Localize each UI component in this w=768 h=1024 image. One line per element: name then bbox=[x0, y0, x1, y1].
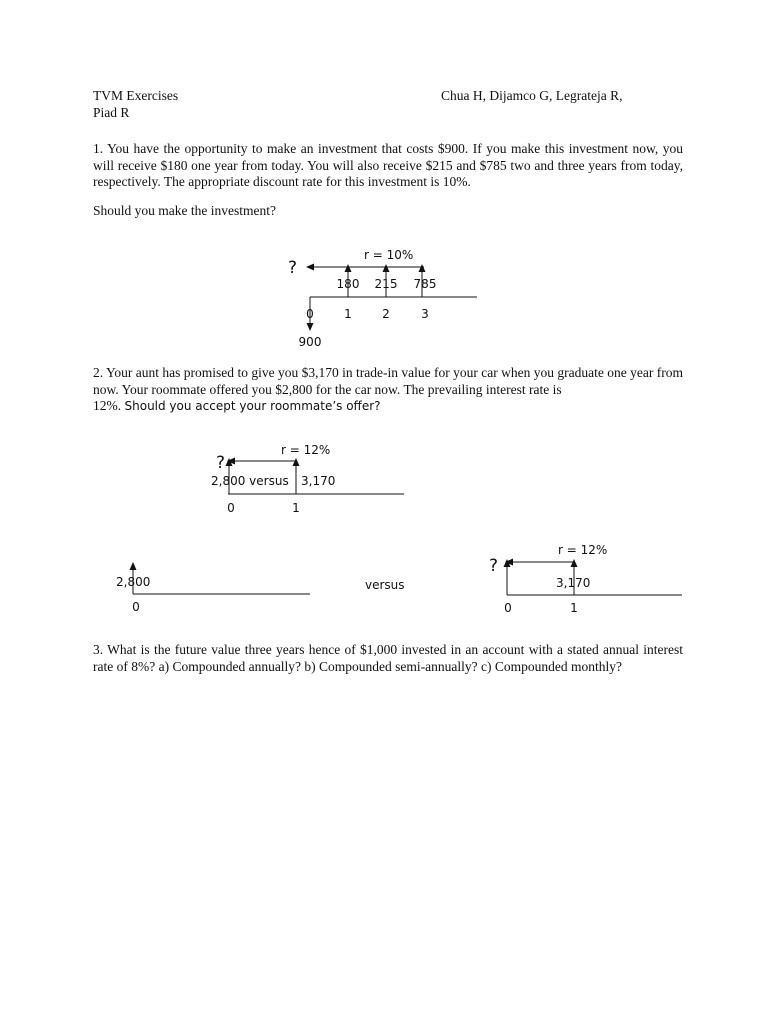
period-label: 0 bbox=[306, 307, 314, 321]
authors: Chua H, Dijamco G, Legrateja R, bbox=[441, 88, 623, 103]
rate-label-2b: r = 12% bbox=[558, 543, 608, 557]
future-value-label: 3,170 bbox=[301, 474, 336, 488]
question-3-text: 3. What is the future value three years hence of $1,000 invested in an account with a stated annual interest rate of 8%? a) Compounded annually? b) Compounded semi-annually? c) Compounded monthly? bbox=[93, 642, 683, 674]
period-label: 0 bbox=[504, 601, 512, 615]
period-label: 2 bbox=[382, 307, 390, 321]
question-2-text: 2. Your aunt has promised to give you $3,170 in trade-in value for your car when you graduate one year from now. Your roommate offered you $2,800 for the car now. The prevailing interest rate is bbox=[93, 365, 683, 397]
inflow-label: 215 bbox=[374, 277, 398, 291]
question-2-rate-value: 12%. bbox=[93, 398, 122, 413]
inflow-label: 785 bbox=[413, 277, 437, 291]
period-label: 0 bbox=[227, 501, 235, 515]
unknown-pv-2a: ? bbox=[216, 453, 226, 473]
versus-label: versus bbox=[365, 578, 405, 592]
period-label: 0 bbox=[132, 600, 140, 614]
comparison-label: 2,800 versus bbox=[211, 474, 289, 488]
rate-label-2a: r = 12% bbox=[281, 443, 331, 457]
unknown-pv-2b: ? bbox=[489, 556, 499, 576]
question-1-text: 1. You have the opportunity to make an investment that costs $900. If you make this investment now, you will receive $180 one year from today. You will also receive $215 and $785 two and three years from today, respectively. The appropriate discount rate for this investment is 10%. bbox=[93, 141, 683, 189]
question-1-prompt: Should you make the investment? bbox=[93, 203, 276, 218]
question-2-prompt: Should you accept your roommate’s offer? bbox=[124, 399, 381, 413]
authors-continued: Piad R bbox=[93, 105, 130, 120]
period-label: 1 bbox=[344, 307, 352, 321]
inflow-label: 180 bbox=[336, 277, 360, 291]
outflow-label: 900 bbox=[298, 335, 322, 349]
period-label: 1 bbox=[292, 501, 300, 515]
future-value-label: 3,170 bbox=[556, 576, 591, 590]
period-label: 3 bbox=[421, 307, 429, 321]
rate-label-1: r = 10% bbox=[364, 248, 414, 262]
unknown-pv-1: ? bbox=[288, 258, 298, 278]
document-title: TVM Exercises bbox=[93, 88, 179, 103]
period-label: 1 bbox=[570, 601, 578, 615]
present-value-label: 2,800 bbox=[116, 575, 151, 589]
